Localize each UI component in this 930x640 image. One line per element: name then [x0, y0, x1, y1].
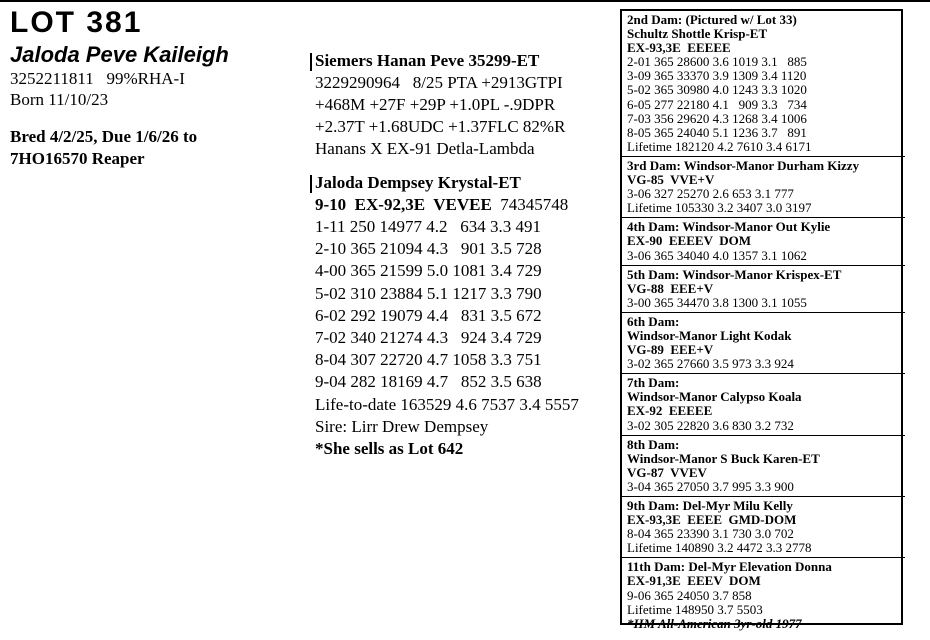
service-sire-line: 7HO16570 Reaper	[10, 149, 145, 168]
animal-name: Jaloda Peve Kaileigh	[10, 42, 229, 67]
pedigree-dam-heading: VG-89 EEE+V	[627, 342, 714, 358]
parent-info	[310, 50, 610, 460]
pedigree-entry	[627, 268, 901, 310]
pedigree-dam-heading: 5th Dam: Windsor-Manor Krispex-ET	[627, 266, 842, 282]
sire-line-2: +468M +27F +29P +1.0PL -.9DPR	[315, 95, 556, 114]
pedigree-dam-heading: 4th Dam: Windsor-Manor Out Kylie	[627, 219, 831, 235]
dam-record-line: 7-02 340 21274 4.3 924 3.4 729	[315, 328, 542, 348]
pedigree-record-line: Lifetime 105330 3.2 3407 3.0 3197	[627, 200, 812, 216]
dam-records	[315, 216, 610, 438]
pedigree-separator	[622, 496, 905, 497]
pedigree-record-line: 8-05 365 24040 5.1 1236 3.7 891	[627, 124, 807, 140]
pedigree-separator	[622, 373, 905, 374]
pedigree-dam-heading: 6th Dam:	[627, 313, 680, 329]
bred-date-line: Bred 4/2/25, Due 1/6/26 to	[10, 127, 198, 146]
pedigree-dam-heading: EX-91,3E EEEV DOM	[627, 573, 761, 589]
pedigree-entry	[627, 438, 901, 494]
pedigree-entry	[627, 159, 901, 215]
pedigree-dam-heading: 8th Dam:	[627, 436, 680, 452]
pedigree-dam-heading: 3rd Dam: Windsor-Manor Durham Kizzy	[627, 157, 860, 173]
breeding-info	[10, 126, 300, 170]
pedigree-separator	[622, 557, 905, 558]
dam-reg-number: 74345748	[491, 195, 569, 214]
pedigree-dam-heading: Windsor-Manor Calypso Koala	[627, 389, 802, 405]
pedigree-note: *HM All-American 3yr-old 1977	[627, 615, 802, 631]
birth-date: Born 11/10/23	[10, 90, 109, 109]
pedigree-dam-heading: EX-92 EEEEE	[627, 403, 713, 419]
dam-sale-note: *She sells as Lot 642	[315, 439, 464, 459]
pedigree-dam-heading: 7th Dam:	[627, 375, 680, 391]
sire-line-1: 3229290964 8/25 PTA +2913GTPI	[315, 73, 563, 92]
dam-block	[310, 172, 610, 460]
dam-record-line: 9-04 282 18169 4.7 852 3.5 638	[315, 372, 542, 392]
dam-record-line: 8-04 307 22720 4.7 1058 3.3 751	[315, 350, 542, 370]
pedigree-dam-heading: Windsor-Manor S Buck Karen-ET	[627, 450, 820, 466]
pedigree-box	[620, 9, 903, 631]
pedigree-separator	[622, 265, 905, 266]
pedigree-record-line: 7-03 356 29620 4.3 1268 3.4 1006	[627, 110, 807, 126]
dam-record-line: 5-02 310 23884 5.1 1217 3.3 790	[315, 283, 542, 303]
pedigree-record-line: 3-02 305 22820 3.6 830 3.2 732	[627, 417, 794, 433]
pedigree-separator	[622, 217, 905, 218]
pedigree-record-line: 5-02 365 30980 4.0 1243 3.3 1020	[627, 82, 807, 98]
dam-name: Jaloda Dempsey Krystal-ET	[315, 173, 521, 192]
sire-line-4: Hanans X EX-91 Detla-Lambda	[315, 139, 535, 158]
pedigree-entry	[627, 376, 901, 432]
sire-bar	[310, 53, 312, 71]
pedigree-record-line: 3-04 365 27050 3.7 995 3.3 900	[627, 478, 794, 494]
pedigree-entry	[627, 220, 901, 262]
pedigree-separator	[622, 156, 905, 157]
dam-record-line: 1-11 250 14977 4.2 634 3.3 491	[315, 217, 542, 236]
top-rule	[0, 0, 930, 2]
lot-number: LOT 381	[10, 6, 143, 39]
pedigree-record-line: 8-04 365 23390 3.1 730 3.0 702	[627, 526, 794, 542]
pedigree-record-line: Lifetime 148950 3.7 5503	[627, 601, 763, 617]
pedigree-dam-heading: EX-93,3E EEEEE	[627, 40, 731, 56]
dam-bar	[310, 175, 312, 193]
pedigree-dam-heading: 11th Dam: Del-Myr Elevation Donna	[627, 559, 832, 575]
pedigree-record-line: 2-01 365 28600 3.6 1019 3.1 885	[627, 54, 807, 70]
dam-record-line: Sire: Lirr Drew Dempsey	[315, 416, 489, 436]
pedigree-entry	[627, 13, 901, 154]
pedigree-entry	[627, 499, 901, 555]
pedigree-entry	[627, 560, 901, 630]
pedigree-separator	[622, 312, 905, 313]
dam-classification	[315, 194, 610, 216]
sire-block	[310, 50, 610, 160]
pedigree-record-line: 3-06 327 25270 2.6 653 3.1 777	[627, 186, 794, 202]
pedigree-dam-heading: 9th Dam: Del-Myr Milu Kelly	[627, 498, 793, 513]
pedigree-dam-heading: 2nd Dam: (Pictured w/ Lot 33)	[627, 12, 797, 27]
pedigree-dam-heading: VG-87 VVEV	[627, 464, 707, 480]
pedigree-record-line: Lifetime 140890 3.2 4472 3.3 2778	[627, 540, 812, 556]
pedigree-record-line: 3-06 365 34040 4.0 1357 3.1 1062	[627, 247, 807, 263]
dam-class-score: 9-10 EX-92,3E VEVEE	[315, 195, 492, 214]
dam-record-line: Life-to-date 163529 4.6 7537 3.4 5557	[315, 394, 579, 414]
pedigree-record-line: 3-02 365 27660 3.5 973 3.3 924	[627, 356, 794, 372]
pedigree-record-line: 9-06 365 24050 3.7 858	[627, 587, 752, 603]
pedigree-dam-heading: EX-90 EEEEV DOM	[627, 233, 751, 249]
dam-record-line: 6-02 292 19079 4.4 831 3.5 672	[315, 305, 542, 325]
lot-header	[10, 8, 300, 170]
pedigree-dam-heading: Windsor-Manor Light Kodak	[627, 327, 792, 343]
pedigree-record-line: 6-05 277 22180 4.1 909 3.3 734	[627, 96, 807, 112]
registration-line: 3252211811 99%RHA-I	[10, 69, 185, 88]
pedigree-dam-heading: EX-93,3E EEEE GMD-DOM	[627, 512, 797, 528]
pedigree-record-line: 3-09 365 33370 3.9 1309 3.4 1120	[627, 68, 807, 84]
pedigree-dam-heading: VG-85 VVE+V	[627, 172, 715, 188]
dam-record-line: 2-10 365 21094 4.3 901 3.5 728	[315, 239, 542, 259]
pedigree-separator	[622, 435, 905, 436]
sire-name: Siemers Hanan Peve 35299-ET	[315, 51, 540, 70]
pedigree-record-line: 3-00 365 34470 3.8 1300 3.1 1055	[627, 294, 807, 310]
sire-line-3: +2.37T +1.68UDC +1.37FLC 82%R	[315, 117, 566, 136]
dam-record-line: 4-00 365 21599 5.0 1081 3.4 729	[315, 261, 542, 281]
pedigree-record-line: Lifetime 182120 4.2 7610 3.4 6171	[627, 138, 812, 154]
pedigree-dam-heading: Schultz Shottle Krisp-ET	[627, 26, 768, 42]
pedigree-dam-heading: VG-88 EEE+V	[627, 280, 714, 296]
pedigree-entry	[627, 315, 901, 371]
